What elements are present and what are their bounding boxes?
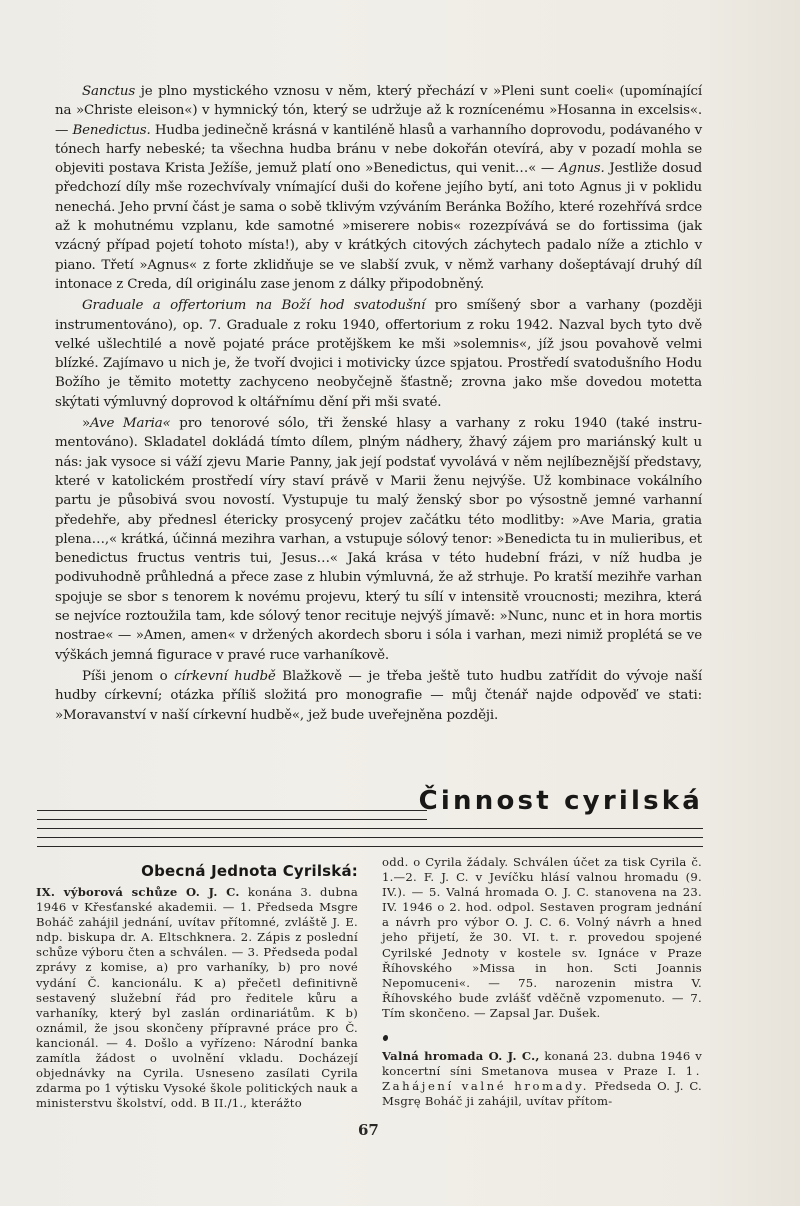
paragraph-ave-maria <box>55 414 702 665</box>
italic-term: Agnus. <box>558 161 605 177</box>
bullet-icon <box>382 1034 389 1041</box>
paragraph-sanctus-benedictus-agnus <box>55 82 702 294</box>
paragraph-conclusion <box>55 667 702 725</box>
paragraph-text: pro tenorové sólo, tři ženské hlasy a varhany z roku 1940 (také instrumentováno). Skladatel dokládá tímto dílem, plným nádhery, žhavý zájem pro mariánský kult u nás: jak vysoce si váží zjevu Marie Panny, jak její podstať vyvolává v něm nejlíbeznější představy, které v katolickém prostředí víry staví právě v Marii ženu nejvýše. Už kombinace vokálního partu je působivá svou novostí. Vystupuje tu malý ženský sbor po výsostně jemné varhanní předehře, aby přednesl étericky prosycený projev začátku této modlitby: »Ave Maria, gratia plena…,« krátká, účinná mezihra varhan, a vstupuje sólový tenor: »Benedicta tu in mulieribus, et benedictus fructus ventris tui, Jesus…« Jaká krása v této hudební frázi, v níž hudba je podivuhodně průhledná a přece zase z hlubin výmluvná, že až strhuje. Po kratší mezihře varhan spojuje se sbor s tenorem k novému projevu, který tu sílí v intensitě vroucnosti; mezihra, která se nejvíce roztoužila tam, kde sólový tenor recituje nejvýš jímavě: »Nunc, nunc et in hora mortis nostrae« — »Amen, amen« v držených akordech sboru i sóla i varhan, mezi nimiž proplétá se ve výškách jemná figurace v pravé ruce varhaníkově. <box>55 416 702 663</box>
report-text: konaná 23. dubna 1946 v koncertní síni Smetanova musea v Praze I. <box>382 1049 703 1079</box>
bold-lead: IX. výborová schůze O. J. C. <box>36 885 240 899</box>
left-column <box>36 855 358 1111</box>
italic-term: Sanctus <box>82 84 136 99</box>
report-text: Předseda O. J. C. Msgrę Boháč ji zahájil, uvítav přítom- <box>382 1079 702 1109</box>
paragraph-text: je plno mystického vznosu v něm, který přechází v »Pleni sunt coeli« (upomínající na »Christe eleison«) v hymnický tón, který se udržuje až k roznícenému »Hosanna in excelsis«. — <box>55 84 702 138</box>
rule-line <box>37 846 703 847</box>
rule-line <box>37 837 703 838</box>
paragraph-graduale <box>55 296 702 412</box>
rule-line <box>37 810 427 811</box>
quote-mark: » <box>82 416 91 432</box>
italic-term: církevní hudbě <box>174 668 276 684</box>
meeting-report-continued <box>382 855 702 1021</box>
paragraph-text: Jestliže dosud předchozí díly mše rozechvívaly vnímající duši do kořene jejího bytí, ani toto Agnus ji v poklidu nenechá. Jeho první část je sama o sobě tklivým vzýváním Beránka Božího, které rozehřívá srdce až k mohutnému vzplanu, kde samotné »miserere nobis« rozezpívává se do fortissima (jak vzácný případ pojetí tohoto místa!), aby v krátkých citových záchytech padalo níže a ztichlo v piano. Třetí »Agnus« z forte zklidňuje se ve slabší zvuk, v němž varhany došeptávají druhý díl intonace z Creda, díl originálu zase jenom z dálky připodobněný. <box>55 161 702 292</box>
report-text: odd. o Cyrila žádaly. Schválen účet za tisk Cyrila č. 1.—2. F. J. C. v Jevíčku hlásí valnou hromadu (9. IV.). — 5. Valná hromada O. J. C. stanovena na 23. IV. 1946 o 2. hod. odpol. Sestaven program jednání a návrh pro výbor O. J. C. 6. Volný návrh a hned jeho přijetí, že 30. VI. t. r. provedou spojené Cyrilské Jednoty v kostele sv. Ignáce v Praze Říhovského »Missa in hon. Scti Joannis Nepomuceni«. — 75. narozenin mistra V. Říhovského bude zvlášť vděčně vzpomenuto. — 7. Tím skončeno. — Zapsal Jar. Dušek. <box>382 855 702 1020</box>
paragraph-text: Hudba jedinečně krásná v kantiléně hlasů a varhanního doprovodu, podávaného v tónech harfy nebeské; ta všechna hudba bránu v nebe dokořán otevírá, aby v pozadí mohla se objeviti postava Krista Ježíše, jemuž platí ono »Benedictus, qui venit…« — <box>55 122 702 177</box>
italic-term: Benedictus. <box>72 122 151 138</box>
italic-term: Graduale a offertorium na Boží hod svatodušní <box>82 298 426 314</box>
page-number: 67 <box>358 1121 379 1139</box>
section-header <box>37 786 703 852</box>
right-column <box>382 855 702 1109</box>
paragraph-text: Píši jenom o <box>82 668 175 684</box>
rule-line <box>37 828 703 829</box>
spaced-heading: 1. Zahájení valné hromady. <box>382 1064 702 1094</box>
report-text: konána 3. dubna 1946 v Křesťanské akademii. — 1. Předseda Msgre Boháč zahájil jednání, uvítav přítomné, zvláště J. E. ndp. biskupa dr. A. Eltschknera. 2. Zápis z poslední schůze výboru čten a schválen. — 3. Předseda podal zprávy z komise, a) pro varhaníky, b) pro nové vydání Č. kancionálu. K a) přečetl definitivně sestavený služební řád pro ředitele kůru a varhaníky, který byl zaslán ordinariátům. K b) oznámil, že jsou skončeny přípravné práce pro Č. kancionál. — 4. Došlo a vyřízeno: Národní banka zamítla žádost o uvolnění vkladu. Docházejí objednávky na Cyrila. Usneseno zasílati Cyrila zdarma po 1 výtisku Vysoké škole politických nauk a ministerstvu školství, odd. B II./1., kterážto <box>36 885 358 1111</box>
general-assembly-report <box>382 1049 702 1109</box>
rule-line <box>37 819 427 820</box>
meeting-report <box>36 885 358 1111</box>
paragraph-text: pro smíšený sbor a varhany (později instrumentováno), op. 7. Graduale z roku 1940, offertorium z roku 1942. Nazval bych tyto dvě velké ušlechtilé a nově pojaté práce protějškem ke mši »solemnis«, jíž jsou povahově velmi blízké. Zajímavo u nich je, že tvoří dvojici i motivicky úzce spjatou. Prostředí svatodušního Hodu Božího je těmito motetty zachyceno neobyčejně šťastně; zrovna jako mše dovedou motetta skýtati výmluvný doprovod k oltářnímu dění při mši svaté. <box>55 298 702 410</box>
bold-lead: Valná hromada O. J. C., <box>382 1049 540 1064</box>
paragraph-text: Blažkově — je třeba ještě tuto hudbu zatřídit do vývoje naší hudby církevní; otázka příliš složitá pro monografie — můj čtenář najde odpověď ve stati: »Moravanství v naší církevní hudbě«, jež bude uveřejněna později. <box>55 668 702 723</box>
section-title: Činnost cyrilská <box>418 786 703 816</box>
article-body <box>55 82 702 725</box>
column-heading: Obecná Jednota Cyrilská: <box>141 862 358 880</box>
italic-term: Ave Maria« <box>90 416 171 432</box>
